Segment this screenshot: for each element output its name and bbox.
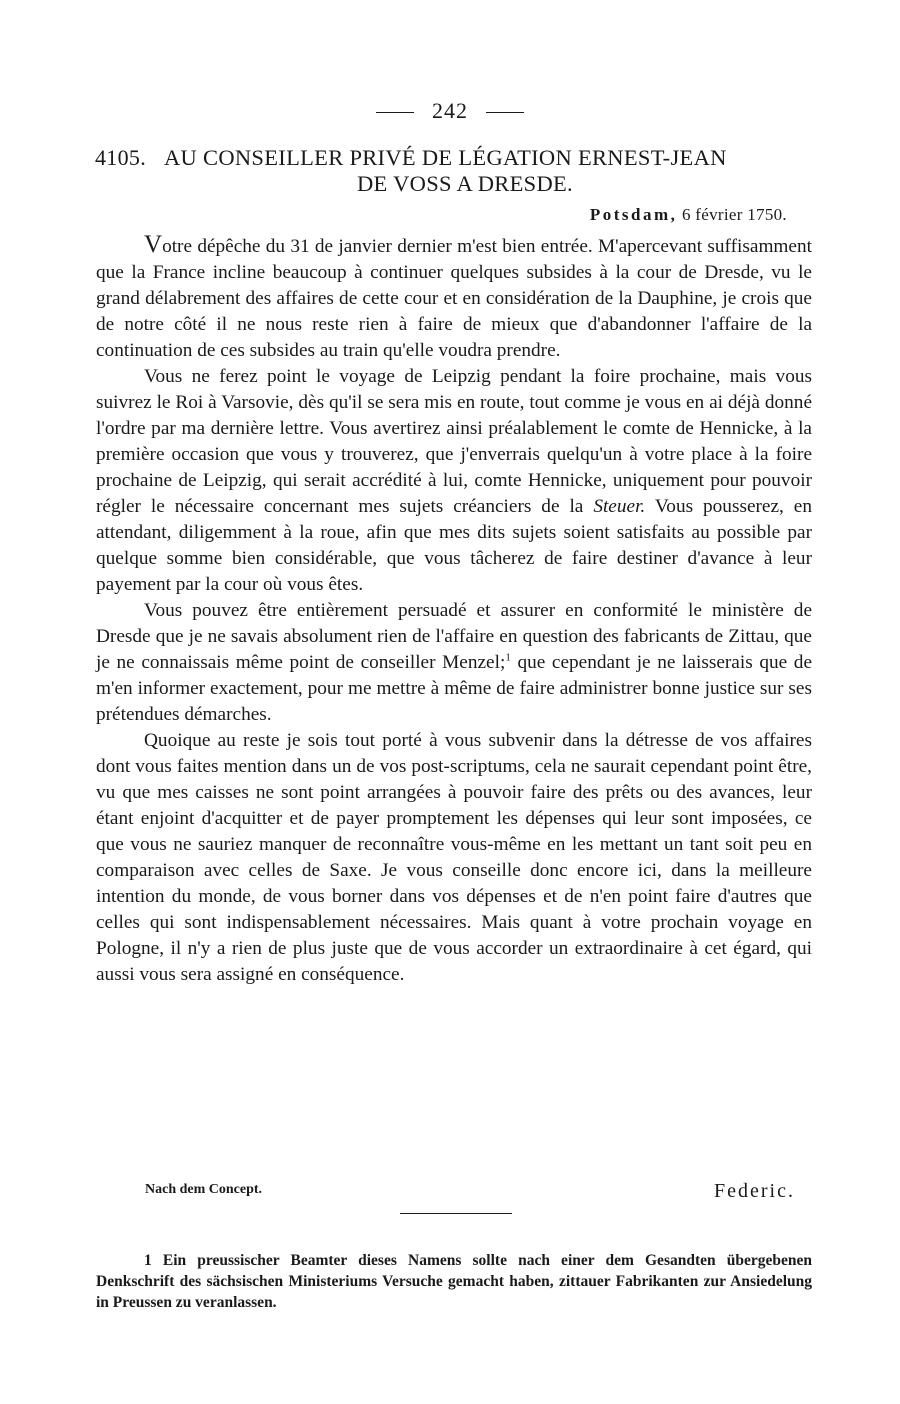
closing-row [145,1180,795,1206]
footnote-paragraph [96,1250,812,1313]
letter-number: 4105. [95,145,146,170]
dateline [590,205,787,225]
footnote-reference: 1 [505,651,511,664]
heading-line-1 [95,145,815,171]
paragraph-2-text-a: Vous ne ferez point le voyage de Leipzig pendant la foire prochaine, mais vous suivrez le Roi à Varsovie, dès qu'il se sera mis en route, tout comme je vous en ai déjà donné l'ordre par ma dernière lettre. Vous avertirez ainsi préalablement le comte de Hennicke, à la première occasion que vous y trouverez, que j'enverrais quelqu'un à votre place à la foire prochaine de Leipzig, qui serait accrédité à lui, comte Hennicke, uniquement pour pouvoir régler le nécessaire concernant mes sujets créanciers de la [96,366,812,517]
heading-line-2: DE VOSS A DRESDE. [357,171,573,196]
heading-line-1-text: AU CONSEILLER PRIVÉ DE LÉGATION ERNEST-JEAN [164,145,727,170]
paragraph-2-emphasis: Steuer. [593,496,646,517]
page-number-dash-right [486,112,524,113]
source-note: Nach dem Concept. [145,1182,263,1197]
paragraph-2 [96,364,812,598]
paragraph-1-initial: V [144,231,163,258]
footnote-marker: 1 [144,1252,152,1269]
footnote-divider [400,1213,512,1214]
letter-heading [95,145,815,197]
paragraph-3-text-b: que cependant je ne laisserais que de m'en informer exactement, pour me mettre à même de faire administrer bonne justice sur ses prétendues démarches. [96,652,812,725]
paragraph-2-text-b: Vous pousserez, en attendant, diligemment à la roue, afin que mes dits sujets soient satisfaits au possible par quelque somme bien considérable, que vous tâcherez de faire destiner d'avance à leur payement par la cour où vous êtes. [96,496,812,595]
paragraph-1 [96,232,812,364]
signature: Federic. [714,1180,795,1202]
page-number-row [0,98,900,124]
dateline-date: 6 février 1750. [681,205,787,224]
footnote [96,1250,812,1313]
page-number-dash-left [376,112,414,113]
letter-body [96,232,812,988]
paragraph-4 [96,728,812,988]
page-number: 242 [432,98,468,123]
paragraph-3-text-a: Vous pouvez être entièrement persuadé et assurer en conformité le ministère de Dresde que je ne savais absolument rien de l'affaire en question des fabricants de Zittau, que je ne connaissais même point de conseiller Menzel; [96,600,812,673]
paragraph-1-text: otre dépêche du 31 de janvier dernier m'est bien entrée. M'apercevant suffisamment que la France incline beaucoup à continuer quelques subsides à la cour de Dresde, vu le grand délabrement des affaires de cette cour et en considération de la Dauphine, je crois que de notre côté il ne nous reste rien à faire de mieux que d'abandonner l'affaire de la continuation de ces subsides au train qu'elle voudra prendre. [96,236,812,361]
paragraph-4-text: Quoique au reste je sois tout porté à vous subvenir dans la détresse de vos affaires dont vous faites mention dans un de vos post-scriptums, cela ne saurait cependant point être, vu que mes caisses ne sont point arrangées à pouvoir faire des prêts ou des avances, leur étant enjoint d'acquitter et de payer promptement les dépenses qui leur sont imposées, ce que vous ne sauriez manquer de reconnaître vous-même en les mettant un tant soit peu en comparaison avec celles de Saxe. Je vous conseille donc encore ici, dans la meilleure intention du monde, de vous borner dans vos dépenses et de n'en point faire d'autres que celles qui sont indispensablement nécessaires. Mais quant à votre prochain voyage en Pologne, il n'y a rien de plus juste que de vous accorder un extraordinaire à cet égard, qui aussi vous sera assigné en conséquence. [96,730,812,985]
footnote-text: Ein preussischer Beamter dieses Namens sollte nach einer dem Gesandten übergebenen Denkschrift des sächsischen Ministeriums Versuche gemacht haben, zittauer Fabrikanten zur Ansiedelung in Preussen zu veranlassen. [96,1252,812,1311]
dateline-place: Potsdam, [589,205,678,224]
paragraph-3 [96,598,812,728]
